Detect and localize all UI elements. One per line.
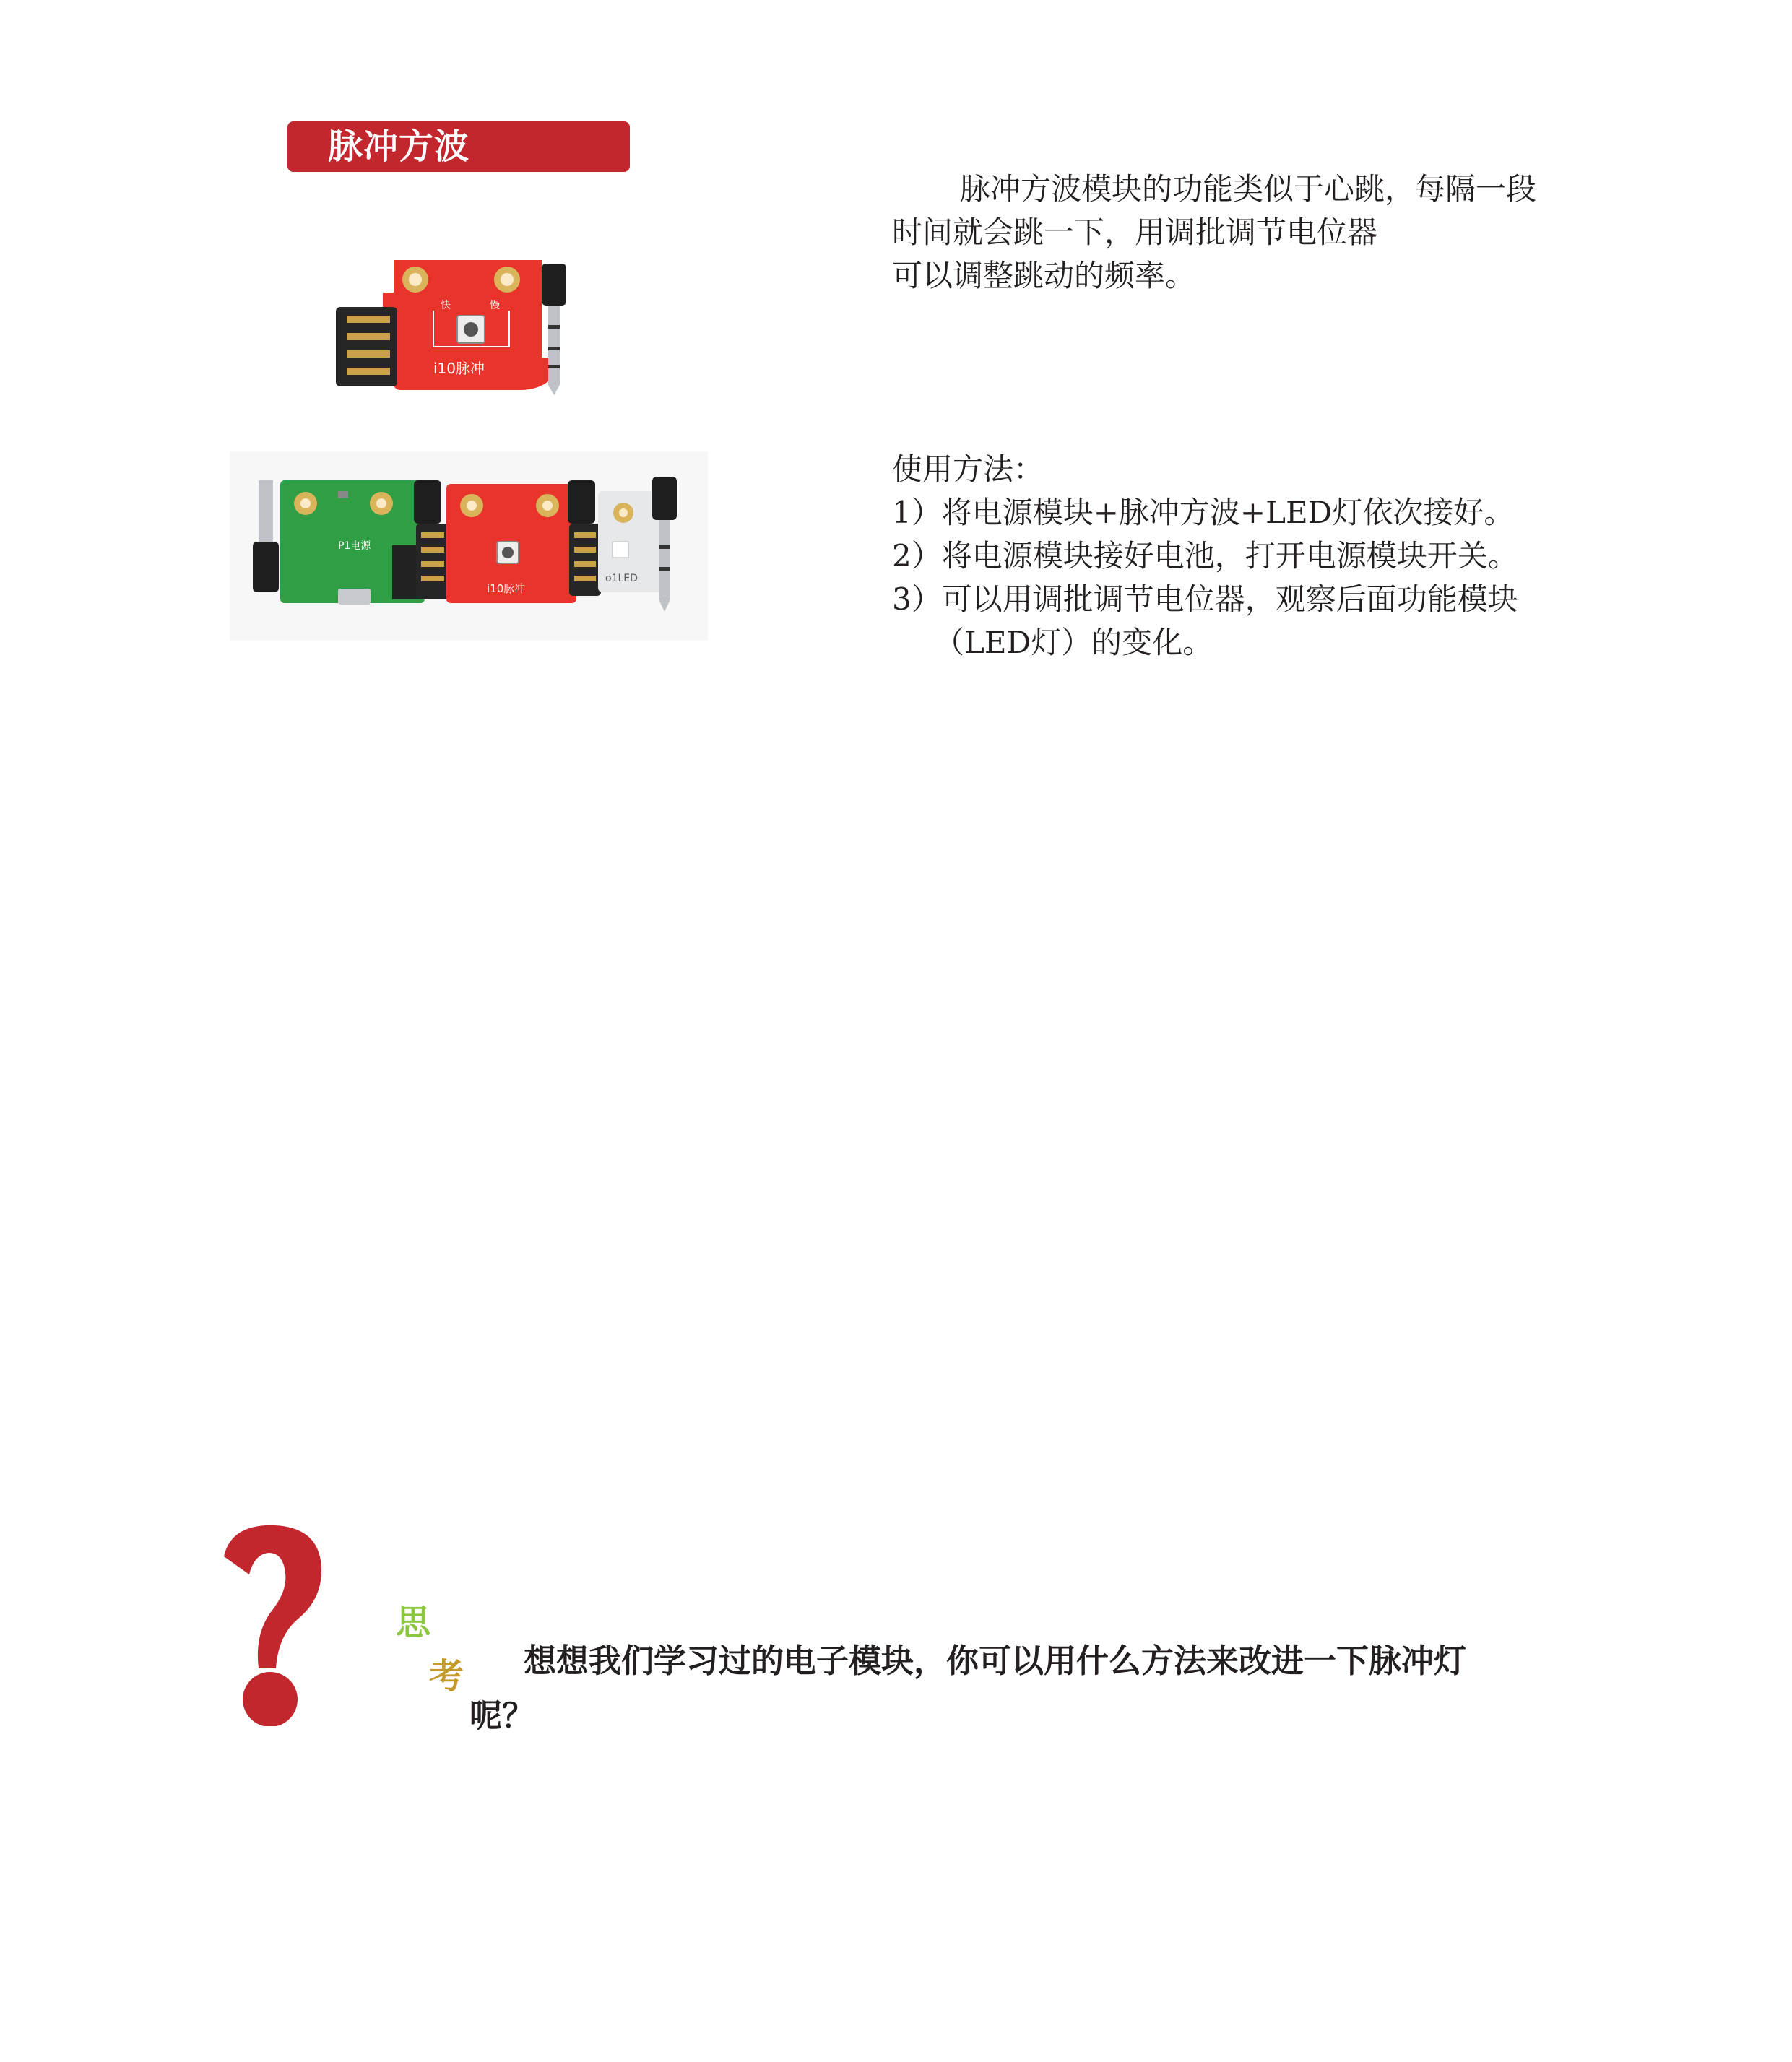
usage-step: （LED灯）的变化。 <box>934 625 1213 660</box>
think-label-char-1: 思 <box>396 1603 431 1643</box>
module-chain-illustration <box>230 451 708 641</box>
think-question-line-2: 呢？ <box>469 1697 535 1735</box>
module-silk-label: i10脉冲 <box>433 360 485 377</box>
question-mark-icon <box>217 1524 332 1726</box>
led-board-label: o1LED <box>605 573 638 584</box>
power-board-label: P1电源 <box>338 540 371 552</box>
usage-step: 3）可以用调批调节电位器，观察后面功能模块 <box>892 581 1518 617</box>
usage-step: 1）将电源模块+脉冲方波+LED灯依次接好。 <box>892 495 1515 530</box>
section-title: 脉冲方波 <box>287 121 630 172</box>
module-chain-photo <box>230 451 708 641</box>
pulse-board-label: i10脉冲 <box>487 582 526 595</box>
usage-instructions <box>892 448 1643 664</box>
usage-step: 2）将电源模块接好电池，打开电源模块开关。 <box>892 538 1518 573</box>
usage-heading: 使用方法： <box>892 451 1044 487</box>
intro-line: 可以调整跳动的频率。 <box>892 258 1196 293</box>
intro-line: 脉冲方波模块的功能类似于心跳，每隔一段 <box>960 171 1537 207</box>
audio-plug <box>542 264 566 306</box>
pulse-module-illustration <box>325 249 600 401</box>
think-question-line-1: 想想我们学习过的电子模块，你可以用什么方法来改进一下脉冲灯 <box>524 1642 1467 1680</box>
knob-label-fast: 快 <box>441 300 451 311</box>
intro-paragraph <box>892 168 1622 298</box>
pulse-module-photo <box>325 249 600 401</box>
intro-line: 时间就会跳一下，用调批调节电位器 <box>892 215 1378 250</box>
think-label-char-2: 考 <box>429 1656 464 1697</box>
knob-label-slow: 慢 <box>490 300 500 311</box>
